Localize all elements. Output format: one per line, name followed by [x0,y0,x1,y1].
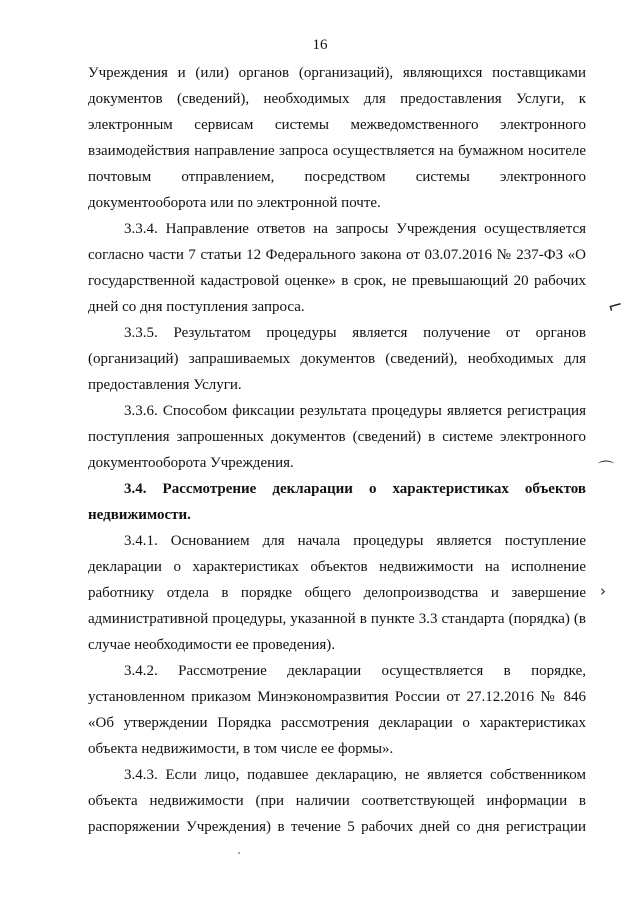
margin-mark-scribble: ⌐ [605,294,626,319]
paragraph-line: документооборота или по электронной почте. [88,195,381,211]
paragraph-line: объекта недвижимости (при наличии соответствующей информации в [88,793,586,809]
paragraph-line: поступления запрошенных документов (сведений) в системе электронного [88,429,586,445]
paragraph-line: «Об утверждении Порядка рассмотрения декларации о характеристиках [88,715,586,731]
paragraph-line: административной процедуры, указанной в пункте 3.3 стандарта (порядка) (в [88,611,586,627]
paragraph-line: документооборота Учреждения. [88,455,294,471]
document-body [88,60,586,840]
paragraph-line: 3.4.1. Основанием для начала процедуры является поступление [124,533,586,549]
paragraph-line: предоставления Услуги. [88,377,242,393]
paragraph-line: работнику отдела в порядке общего делопроизводства и завершение [88,585,586,601]
paragraph-line: случае необходимости ее проведения). [88,637,336,653]
section-heading-line: 3.4. Рассмотрение декларации о характеристиках объектов [124,481,586,497]
paragraph-line: дней со дня поступления запроса. [88,299,305,315]
paragraph-line: государственной кадастровой оценке» в срок, не превышающий 20 рабочих [88,273,586,289]
paragraph-line: электронным сервисам системы межведомственного электронного [88,117,586,133]
paragraph-line: 3.3.6. Способом фиксации результата процедуры является регистрация [124,403,586,419]
paragraph-line: 3.4.2. Рассмотрение декларации осуществляется в порядке, [124,663,586,679]
page-number: 16 [312,37,328,53]
margin-mark-hook: ⌒ [598,459,615,478]
paragraph-line: декларации о характеристиках объектов недвижимости на исполнение [88,559,586,575]
section-heading-line: недвижимости. [88,507,191,523]
paragraph-line: документов (сведений), необходимых для предоставления Услуги, к [88,91,586,107]
paragraph-line: 3.3.5. Результатом процедуры является получение от органов [124,325,586,341]
paragraph-line: распоряжении Учреждения) в течение 5 рабочих дней со дня регистрации [88,819,586,835]
paragraph-line: взаимодействия направление запроса осуществляется на бумажном носителе [88,143,586,159]
paragraph-line: 3.4.3. Если лицо, подавшее декларацию, не является собственником [124,767,586,783]
paragraph-line: 3.3.4. Направление ответов на запросы Учреждения осуществляется [124,221,586,237]
paragraph-line: объекта недвижимости, в том числе ее формы». [88,741,394,757]
scan-speck [238,852,240,854]
paragraph-line: установленном приказом Минэкономразвития России от 27.12.2016 № 846 [88,689,586,705]
margin-mark-angle: › [600,582,606,600]
paragraph-line: согласно части 7 статьи 12 Федерального закона от 03.07.2016 № 237-ФЗ «О [88,247,586,263]
paragraph-line: почтовым отправлением, посредством системы электронного [88,169,586,185]
paragraph-line: Учреждения и (или) органов (организаций), являющихся поставщиками [88,65,586,81]
paragraph-line: (организаций) запрашиваемых документов (сведений), необходимых для [88,351,586,367]
